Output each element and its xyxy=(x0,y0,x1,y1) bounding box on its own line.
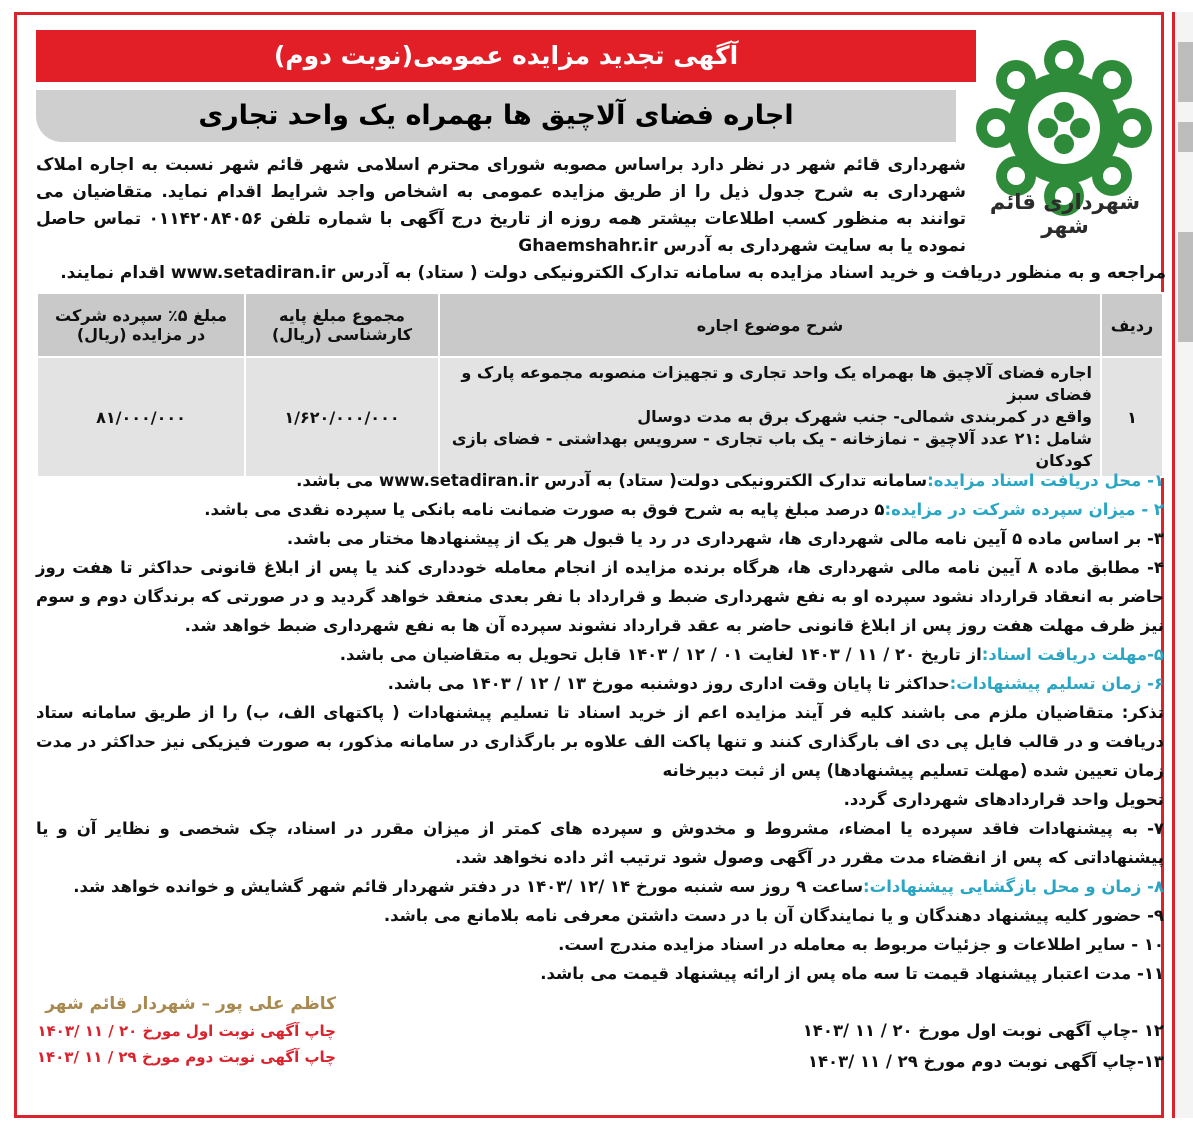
item-text: ۷- به پیشنهادات فاقد سپرده یا امضاء، مشروط و مخدوش و سپرده های کمتر از میزان مقرر در اسناد، چک شخصی و نظایر آن و یا پیشنهاداتی که پس از انقضاء مدت مقرر در آگهی وصول شود ترتیب اثر داده نخواهد شد. xyxy=(36,819,1164,867)
list-item xyxy=(36,466,1164,495)
item-text: ۱۰ - سایر اطلاعات و جزئیات مربوط به معامله در اسناد مزایده مندرج است. xyxy=(558,935,1164,954)
item-label: ۵-مهلت دریافت اسناد: xyxy=(981,645,1164,664)
item-text: حداکثر تا پایان وقت اداری روز دوشنبه مورخ ۱۳ / ۱۲ / ۱۴۰۳ می باشد. xyxy=(387,674,950,693)
item-label: ۱- محل دریافت اسناد مزایده: xyxy=(927,471,1164,490)
list-item xyxy=(36,872,1164,901)
row-desc xyxy=(439,357,1101,477)
header-amount: مجموع مبلغ پایه کارشناسی (ریال) xyxy=(245,293,439,357)
header-desc: شرح موضوع اجاره xyxy=(439,293,1101,357)
header-deposit: مبلغ ۵٪ سپرده شرکت در مزایده (ریال) xyxy=(37,293,245,357)
item-text: ۹- حضور کلیه پیشنهاد دهندگان و یا نمایندگان آن با در دست داشتن معرفی نامه بلامانع می باشد. xyxy=(383,906,1164,925)
row-deposit: ۸۱/۰۰۰/۰۰۰ xyxy=(37,357,245,477)
list-item xyxy=(36,785,1164,814)
signature-pub-1: چاپ آگهی نوبت اول مورخ ۲۰ / ۱۱ /۱۴۰۳ xyxy=(37,1022,336,1040)
row-desc-line: واقع در کمربندی شمالی- جنب شهرک برق به مدت دوسال xyxy=(637,407,1092,426)
list-item xyxy=(36,959,1164,988)
list-item: ۱۳-چاپ آگهی نوبت دوم مورخ ۲۹ / ۱۱ /۱۴۰۳ xyxy=(807,1052,1164,1071)
ad-title: آگهی تجدید مزایده عمومی(نوبت دوم) xyxy=(36,30,976,82)
list-item xyxy=(36,553,1164,640)
list-item xyxy=(36,524,1164,553)
item-text: ۴- مطابق ماده ۸ آیین نامه مالی شهرداری ها، هرگاه برنده مزایده از انجام معامله خودداری کند یا پس از ابلاغ قانونی حداکثر تا هفت روز حاضر به انعقاد قرارداد نشود سپرده او به نفع شهرداری ضبط و قرارداد با نفر بعدی منعقد خواهد گردید و در صورتی که برندگان دوم و سوم نیز ظرف مهلت هفت روز پس از ابلاغ قانونی حاضر به عقد قرارداد نشوند سپرده آن ها به نفع شهرداری ضبط خواهد شد. xyxy=(36,558,1164,635)
header-num: ردیف xyxy=(1101,293,1163,357)
row-desc-line: شامل :۲۱ عدد آلاچیق - نمازخانه - یک باب تجاری - سرویس بهداشتی - فضای بازی کودکان xyxy=(451,429,1092,470)
item-text: ساعت ۹ روز سه شنبه مورخ ۱۴ /۱۲ /۱۴۰۳ در دفتر شهردار قائم شهر گشایش و خوانده خواهد شد. xyxy=(73,877,864,896)
row-amount: ۱/۶۲۰/۰۰۰/۰۰۰ xyxy=(245,357,439,477)
item-label: ۸- زمان و محل بازگشایی پیشنهادات: xyxy=(863,877,1164,896)
intro-paragraph: شهرداری قائم شهر در نظر دارد براساس مصوبه شورای محترم اسلامی شهر قائم شهر نسبت به اجاره املاک شهرداری به شرح جدول ذیل را از طریق مزایده عمومی به اشخاص واجد شرایط اقدام نماید. متقاضیان می توانند به منظور کسب اطلاعات بیشتر همه روزه از تاریخ درج آگهی با شماره تلفن ۰۱۱۴۲۰۸۴۰۵۶ تماس حاصل نموده یا به سایت شهرداری به آدرس Ghaemshahr.ir xyxy=(36,155,966,256)
list-item xyxy=(36,495,1164,524)
intro-last-line: مراجعه و به منظور دریافت و خرید اسناد مزایده به سامانه تدارک الکترونیکی دولت ( ستاد) به آدرس www.setadiran.ir اقدام نمایند. xyxy=(60,263,1166,283)
auction-table xyxy=(36,292,1164,478)
municipality-name: شهرداری قائم شهر xyxy=(989,190,1141,238)
adjacent-page-strip xyxy=(1172,12,1193,1118)
item-text: تحویل واحد قراردادهای شهرداری گردد. xyxy=(843,790,1164,809)
item-text: ۳- بر اساس ماده ۵ آیین نامه مالی شهرداری ها، شهرداری در رد یا قبول هر یک از پیشنهادها مختار می باشد. xyxy=(286,529,1164,548)
list-item xyxy=(36,901,1164,930)
signature-name: کاظم علی پور – شهردار قائم شهر xyxy=(45,994,336,1014)
signature-pub-2: چاپ آگهی نوبت دوم مورخ ۲۹ / ۱۱ /۱۴۰۳ xyxy=(36,1048,336,1066)
signature-block xyxy=(36,990,336,1070)
conditions-list xyxy=(36,466,1164,988)
item-text: تذکر: متقاضیان ملزم می باشند کلیه فر آیند مزایده اعم از خرید اسناد تا تسلیم پیشنهادات ( پاکتهای الف، ب) را از طریق سامانه ستاد دریافت و در قالب فایل پی دی اف بارگذاری کنند و تنها پاکت الف علاوه بر بارگذاری در سامانه مذکور، به صورت فیزیکی نیز حداکثر در مدت زمان تعیین شده (مهلت تسلیم پیشنهادها) پس از ثبت دبیرخانه xyxy=(36,703,1164,780)
list-item xyxy=(36,814,1164,872)
row-num: ۱ xyxy=(1101,357,1163,477)
ad-subtitle: اجاره فضای آلاچیق ها بهمراه یک واحد تجاری xyxy=(36,90,956,142)
table-header-row xyxy=(37,293,1163,357)
item-label: ۶- زمان تسلیم پیشنهادات: xyxy=(949,674,1164,693)
list-item xyxy=(36,930,1164,959)
item-text: از تاریخ ۲۰ / ۱۱ / ۱۴۰۳ لغایت ۰۱ / ۱۲ / ۱۴۰۳ قابل تحویل به متقاضیان می باشد. xyxy=(339,645,982,664)
list-item xyxy=(36,640,1164,669)
table-row xyxy=(37,357,1163,477)
item-text: ۵ درصد مبلغ پایه به شرح فوق به صورت ضمانت نامه بانکی یا سپرده نقدی می باشد. xyxy=(204,500,885,519)
list-item xyxy=(36,669,1164,698)
row-desc-line: اجاره فضای آلاچیق ها بهمراه یک واحد تجاری و تجهیزات منصوبه مجموعه پارک و فضای سبز xyxy=(461,363,1092,404)
list-item: ۱۲ -چاپ آگهی نوبت اول مورخ ۲۰ / ۱۱ /۱۴۰۳ xyxy=(802,1021,1164,1040)
item-label: ۲ - میزان سپرده شرکت در مزایده: xyxy=(884,500,1164,519)
item-text: ۱۱- مدت اعتبار پیشنهاد قیمت تا سه ماه پس از ارائه پیشنهاد قیمت می باشد. xyxy=(540,964,1164,983)
item-text: سامانه تدارک الکترونیکی دولت( ستاد) به آدرس www.setadiran.ir می باشد. xyxy=(296,471,928,490)
list-item xyxy=(36,698,1164,785)
